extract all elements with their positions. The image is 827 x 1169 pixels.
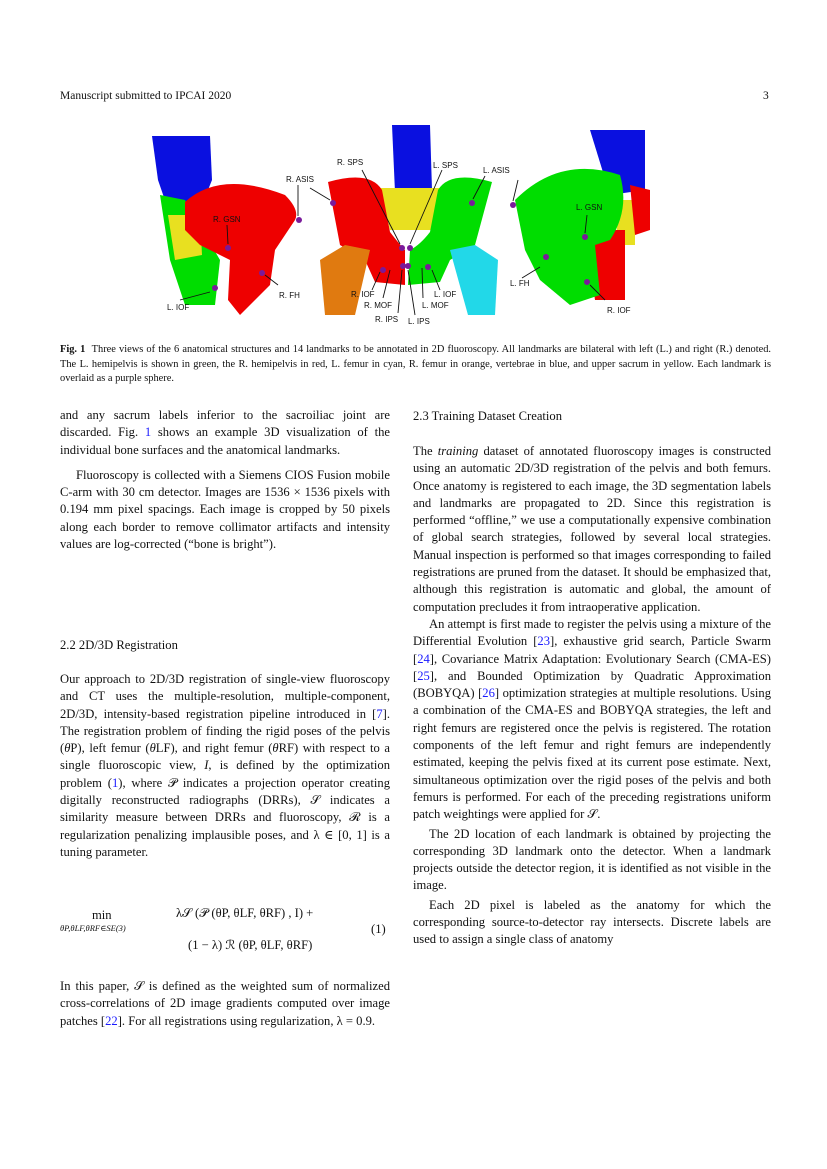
label-l-ips: L. IPS xyxy=(408,317,430,326)
paragraph xyxy=(60,671,390,861)
left-column-2 xyxy=(60,671,390,861)
text-run: The 2D location of each landmark is obtained by projecting the corresponding 3D landmark onto the detector. When a landmark projects outside the detector region, it is identified as not visible in the image. xyxy=(413,826,771,893)
right-view xyxy=(510,130,650,305)
text-run: RF xyxy=(278,741,294,756)
text-run: Our approach to 2D/3D registration of single-view fluoroscopy and CT uses the multiple-resolution, multiple-component, 2D/3D, intensity-based registration pipeline introduced in [ xyxy=(60,672,390,721)
text-run: dataset of annotated fluoroscopy images is constructed using an automatic 2D/3D registration of the pelvis and both femurs. Once anatomy is registered to each image, the 3D segmentation labels and landmarks are propagated to 2D. Since this registration is performed “offline,” we use a computationally expensive combination of global search strategies, followed by several local strategies. Manual inspection is performed so that images corresponding to failed registrations are pruned from the dataset. It should be emphasized that, although this registration is automatic and global, the amount of computation precludes it from intraoperative application. xyxy=(413,444,772,614)
paragraph xyxy=(413,897,771,949)
citation-link[interactable]: 1 xyxy=(144,425,152,440)
eq-line-2: (1 − λ) ℛ (θP, θLF, θRF) xyxy=(188,938,313,952)
text-run: ]. The registration problem of finding the rigid poses of the pelvis ( xyxy=(60,706,390,756)
text-run: ) with respect to a single fluoroscopic view, xyxy=(60,741,390,773)
section-heading-2-2: 2.2 2D/3D Registration xyxy=(60,638,178,652)
text-run: An attempt is first made to register the pelvis using a mixture of the Differential Evolution [ xyxy=(413,616,771,649)
text-run: θ xyxy=(272,741,279,756)
citation-link[interactable]: 24 xyxy=(417,651,430,666)
citation-link[interactable]: 23 xyxy=(537,634,550,649)
running-header: Manuscript submitted to IPCAI 2020 xyxy=(60,90,232,102)
text-run: The xyxy=(413,444,438,458)
text-run: ), and right femur ( xyxy=(170,741,273,756)
section-heading-2-3: 2.3 Training Dataset Creation xyxy=(413,409,563,423)
text-run: ], Covariance Matrix Adaptation: Evolutionary Search (CMA-ES) [ xyxy=(413,651,771,683)
paragraph xyxy=(60,407,390,459)
text-run: ), left femur ( xyxy=(77,741,150,756)
text-run: and any sacrum labels inferior to the sacroiliac joint are discarded. Fig. xyxy=(60,408,390,440)
text-run: In this paper, 𝒮 is defined as the weighted sum of normalized cross-correlations of 2D image gradients computed over image patches [ xyxy=(60,979,390,1028)
text-run: shows an example 3D visualization of the individual bone surfaces and the anatomical landmarks. xyxy=(60,425,390,457)
eq-number: (1) xyxy=(371,922,386,936)
text-run: Fluoroscopy is collected with a Siemens CIOS Fusion mobile C-arm with 30 cm detector. Images are 1536 × 1536 pixels with 0.194 mm pixel spacings. Each image is cropped by 50 pixels along each border to remove collimator artifacts and intensity values are log-corrected (“bone is bright”). xyxy=(60,467,390,552)
label-r-asis: R. ASIS xyxy=(286,175,315,184)
left-column xyxy=(60,407,390,553)
caption-text: Three views of the 6 anatomical structures and 14 landmarks to be annotated in 2D fluoroscopy. All landmarks are bilateral with left (L.) and right (R.) denoted. The L. hemipelvis is shown in green, the R. hemipelvis in red, L. femur in cyan, R. femur in orange, vertebrae in blue, and upper sacrum in yellow. Each landmark is overlaid as a purple sphere. xyxy=(60,344,771,385)
text-run: I xyxy=(204,758,209,773)
eq-min: min xyxy=(92,908,112,922)
eq-subscript: θP,θLF,θRF∈SE(3) xyxy=(60,923,126,933)
text-run: ] optimization strategies at multiple resolutions. Using a combination of the CMA-ES and BOBYQA strategies, the left and right femurs are registered once the pelvis is registered. The rotation components of the left femur and right femurs are independently estimated, keeping the pelvis fixed at its current pose estimate. Next, simultaneous optimization over the rigid poses of the pelvis and both femurs is performed. For each of the preceding registrations uniform patch weightings were applied for 𝒮. xyxy=(413,686,771,822)
text-run: , is defined by the optimization problem ( xyxy=(60,758,390,790)
eq-line-1: λ𝒮 (𝒫 (θP, θLF, θRF) , I) + xyxy=(176,906,314,920)
label-l-gsn: L. GSN xyxy=(576,203,603,212)
citation-link[interactable]: 7 xyxy=(376,706,383,721)
caption-label: Fig. 1 xyxy=(60,344,86,355)
label-l-asis: L. ASIS xyxy=(483,166,510,175)
text-run: θ xyxy=(64,741,71,756)
label-r-sps: R. SPS xyxy=(337,158,364,167)
text-run: ]. For all registrations using regularization, λ = 0.9. xyxy=(117,1013,376,1028)
citation-link[interactable]: 22 xyxy=(105,1013,118,1028)
left-column-3 xyxy=(60,978,390,1030)
paragraph xyxy=(60,978,390,1030)
citation-link[interactable]: 1 xyxy=(111,775,119,790)
label-l-fh: L. FH xyxy=(510,279,530,288)
label-r-mof: R. MOF xyxy=(364,301,392,310)
label-r-iof-right: R. IOF xyxy=(607,306,631,315)
citation-link[interactable]: 26 xyxy=(482,686,495,701)
figure-caption xyxy=(60,343,771,387)
label-l-iof-left: L. IOF xyxy=(167,303,190,312)
text-run: LF xyxy=(155,741,171,756)
label-l-iof-center: L. IOF xyxy=(434,290,457,299)
figure-1-anatomy-views xyxy=(140,120,660,330)
paragraph xyxy=(413,616,771,824)
text-run: θ xyxy=(149,741,156,756)
paragraph xyxy=(60,467,390,553)
label-r-fh: R. FH xyxy=(279,291,300,300)
label-r-ips: R. IPS xyxy=(375,315,399,324)
right-column xyxy=(413,443,771,949)
text-run: ], exhaustive grid search, Particle Swarm [ xyxy=(413,634,771,666)
label-r-gsn: R. GSN xyxy=(213,215,241,224)
text-run: training xyxy=(437,444,479,458)
text-run: ], and Bounded Optimization by Quadratic Approximation (BOBYQA) [ xyxy=(413,668,771,701)
page-number: 3 xyxy=(763,90,769,102)
text-run: ), where 𝒫 indicates a projection operator creating digitally reconstructed radiographs (DRRs), 𝒮 indicates a similarity measure between DRRs and fluoroscopy, ℛ is a regularization penalizing implausible poses, and λ ∈ [0, 1] is a tuning parameter. xyxy=(60,775,390,859)
text-run: Each 2D pixel is labeled as the anatomy for which the corresponding source-to-detector ray intersects. Discrete labels are used to assign a single class of anatomy xyxy=(413,897,771,947)
label-r-iof-center: R. IOF xyxy=(351,290,375,299)
paragraph xyxy=(413,443,771,616)
center-view xyxy=(320,125,498,315)
label-l-sps: L. SPS xyxy=(433,161,458,170)
text-run: P xyxy=(70,741,78,756)
paragraph xyxy=(413,826,771,895)
citation-link[interactable]: 25 xyxy=(417,668,430,683)
label-l-mof: L. MOF xyxy=(422,301,449,310)
